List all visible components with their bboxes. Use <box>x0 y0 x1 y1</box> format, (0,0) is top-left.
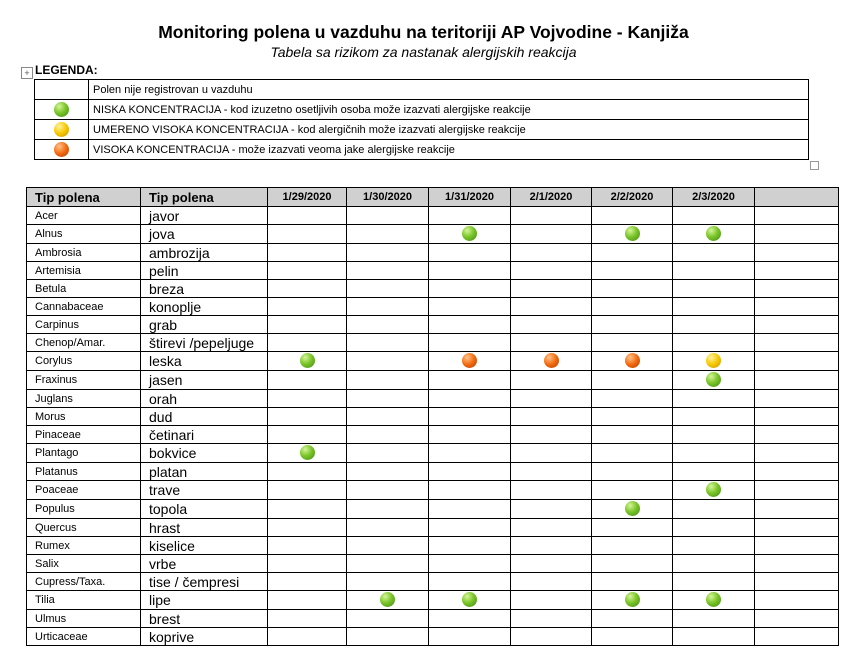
latin-name: Populus <box>27 500 141 519</box>
table-row <box>27 444 839 463</box>
level-cell <box>268 610 347 628</box>
level-cell <box>268 280 347 298</box>
local-name: javor <box>141 207 268 225</box>
level-cell <box>511 408 592 426</box>
level-cell <box>429 280 511 298</box>
level-cell <box>673 481 755 500</box>
level-cell <box>511 316 592 334</box>
green-dot-icon <box>706 592 721 607</box>
table-row <box>27 390 839 408</box>
level-cell <box>347 316 429 334</box>
legend-text: NISKA KONCENTRACIJA - kod izuzetno osetljivih osoba može izazvati alergijske reakcije <box>89 100 809 120</box>
local-name: pelin <box>141 262 268 280</box>
legend-symbol-cell <box>35 140 89 160</box>
level-cell <box>429 298 511 316</box>
level-cell <box>268 500 347 519</box>
level-cell <box>429 591 511 610</box>
level-cell <box>511 591 592 610</box>
level-cell <box>511 334 592 352</box>
latin-name: Rumex <box>27 537 141 555</box>
table-row <box>27 207 839 225</box>
level-cell <box>673 628 755 646</box>
local-name: četinari <box>141 426 268 444</box>
level-cell <box>429 610 511 628</box>
latin-name: Urticaceae <box>27 628 141 646</box>
level-cell <box>673 316 755 334</box>
level-cell <box>429 555 511 573</box>
legend-row <box>35 140 809 160</box>
level-cell <box>592 334 673 352</box>
level-cell <box>268 481 347 500</box>
local-name: jasen <box>141 371 268 390</box>
level-cell <box>755 225 839 244</box>
green-dot-icon <box>462 226 477 241</box>
level-cell <box>592 207 673 225</box>
level-cell <box>592 298 673 316</box>
header-empty <box>755 188 839 207</box>
level-cell <box>755 610 839 628</box>
level-cell <box>429 244 511 262</box>
level-cell <box>755 519 839 537</box>
table-row <box>27 573 839 591</box>
level-cell <box>347 390 429 408</box>
pollen-table <box>26 187 839 646</box>
level-cell <box>268 591 347 610</box>
page-title: Monitoring polena u vazduhu na teritoriji AP Vojvodine - Kanjiža <box>158 22 689 42</box>
level-cell <box>268 244 347 262</box>
local-name: grab <box>141 316 268 334</box>
latin-name: Plantago <box>27 444 141 463</box>
level-cell <box>511 225 592 244</box>
header-date: 2/1/2020 <box>511 188 592 207</box>
latin-name: Betula <box>27 280 141 298</box>
level-cell <box>511 481 592 500</box>
level-cell <box>592 280 673 298</box>
level-cell <box>347 519 429 537</box>
level-cell <box>268 207 347 225</box>
table-row <box>27 537 839 555</box>
level-cell <box>592 500 673 519</box>
level-cell <box>268 628 347 646</box>
header-date: 2/2/2020 <box>592 188 673 207</box>
level-cell <box>673 426 755 444</box>
level-cell <box>429 352 511 371</box>
level-cell <box>268 444 347 463</box>
level-cell <box>592 316 673 334</box>
level-cell <box>592 408 673 426</box>
level-cell <box>673 371 755 390</box>
latin-name: Platanus <box>27 463 141 481</box>
green-dot-icon <box>54 102 69 117</box>
local-name: dud <box>141 408 268 426</box>
latin-name: Chenop/Amar. <box>27 334 141 352</box>
level-cell <box>511 573 592 591</box>
yellow-dot-icon <box>54 122 69 137</box>
latin-name: Carpinus <box>27 316 141 334</box>
table-row <box>27 262 839 280</box>
header-latin: Tip polena <box>27 188 141 207</box>
level-cell <box>429 444 511 463</box>
legend-symbol-cell <box>35 80 89 100</box>
latin-name: Pinaceae <box>27 426 141 444</box>
local-name: konoplje <box>141 298 268 316</box>
level-cell <box>429 463 511 481</box>
level-cell <box>755 444 839 463</box>
local-name: trave <box>141 481 268 500</box>
local-name: tise / čempresi <box>141 573 268 591</box>
level-cell <box>755 408 839 426</box>
table-row <box>27 426 839 444</box>
table-move-handle-icon[interactable]: + <box>21 67 33 79</box>
level-cell <box>268 298 347 316</box>
level-cell <box>673 390 755 408</box>
level-cell <box>755 207 839 225</box>
level-cell <box>673 408 755 426</box>
green-dot-icon <box>706 372 721 387</box>
latin-name: Salix <box>27 555 141 573</box>
level-cell <box>755 280 839 298</box>
level-cell <box>755 573 839 591</box>
level-cell <box>755 500 839 519</box>
latin-name: Artemisia <box>27 262 141 280</box>
level-cell <box>511 610 592 628</box>
level-cell <box>429 573 511 591</box>
level-cell <box>592 591 673 610</box>
orange-dot-icon <box>462 353 477 368</box>
level-cell <box>347 334 429 352</box>
level-cell <box>592 244 673 262</box>
table-row <box>27 628 839 646</box>
level-cell <box>755 555 839 573</box>
level-cell <box>673 244 755 262</box>
green-dot-icon <box>300 353 315 368</box>
level-cell <box>347 444 429 463</box>
green-dot-icon <box>300 445 315 460</box>
table-header-row <box>27 188 839 207</box>
orange-dot-icon <box>544 353 559 368</box>
level-cell <box>268 426 347 444</box>
level-cell <box>755 262 839 280</box>
level-cell <box>673 591 755 610</box>
level-cell <box>429 628 511 646</box>
level-cell <box>268 334 347 352</box>
latin-name: Poaceae <box>27 481 141 500</box>
table-row <box>27 280 839 298</box>
table-row <box>27 463 839 481</box>
local-name: topola <box>141 500 268 519</box>
green-dot-icon <box>625 226 640 241</box>
level-cell <box>755 390 839 408</box>
header-date: 1/29/2020 <box>268 188 347 207</box>
level-cell <box>347 225 429 244</box>
legend-table <box>34 79 809 160</box>
legend-text: VISOKA KONCENTRACIJA - može izazvati veoma jake alergijske reakcije <box>89 140 809 160</box>
level-cell <box>511 463 592 481</box>
level-cell <box>755 371 839 390</box>
legend-symbol-cell <box>35 100 89 120</box>
level-cell <box>511 280 592 298</box>
table-row <box>27 481 839 500</box>
latin-name: Alnus <box>27 225 141 244</box>
level-cell <box>268 262 347 280</box>
level-cell <box>755 591 839 610</box>
level-cell <box>347 280 429 298</box>
level-cell <box>673 610 755 628</box>
level-cell <box>268 408 347 426</box>
level-cell <box>347 298 429 316</box>
local-name: vrbe <box>141 555 268 573</box>
level-cell <box>429 316 511 334</box>
level-cell <box>592 463 673 481</box>
legend-row <box>35 120 809 140</box>
header-date: 1/30/2020 <box>347 188 429 207</box>
table-resize-handle-icon[interactable] <box>810 161 819 170</box>
level-cell <box>268 225 347 244</box>
level-cell <box>755 481 839 500</box>
level-cell <box>347 408 429 426</box>
latin-name: Juglans <box>27 390 141 408</box>
level-cell <box>268 519 347 537</box>
level-cell <box>673 573 755 591</box>
level-cell <box>673 352 755 371</box>
level-cell <box>347 537 429 555</box>
local-name: brest <box>141 610 268 628</box>
level-cell <box>673 463 755 481</box>
level-cell <box>673 334 755 352</box>
green-dot-icon <box>706 226 721 241</box>
green-dot-icon <box>625 592 640 607</box>
level-cell <box>347 555 429 573</box>
level-cell <box>592 610 673 628</box>
level-cell <box>347 500 429 519</box>
local-name: lipe <box>141 591 268 610</box>
orange-dot-icon <box>625 353 640 368</box>
latin-name: Corylus <box>27 352 141 371</box>
level-cell <box>673 207 755 225</box>
level-cell <box>592 481 673 500</box>
level-cell <box>347 463 429 481</box>
level-cell <box>268 537 347 555</box>
orange-dot-icon <box>54 142 69 157</box>
latin-name: Morus <box>27 408 141 426</box>
level-cell <box>592 519 673 537</box>
level-cell <box>673 555 755 573</box>
level-cell <box>429 408 511 426</box>
local-name: ambrozija <box>141 244 268 262</box>
level-cell <box>268 555 347 573</box>
local-name: štirevi /pepeljuge <box>141 334 268 352</box>
level-cell <box>755 298 839 316</box>
latin-name: Ulmus <box>27 610 141 628</box>
level-cell <box>347 573 429 591</box>
local-name: bokvice <box>141 444 268 463</box>
level-cell <box>268 573 347 591</box>
latin-name: Acer <box>27 207 141 225</box>
level-cell <box>511 244 592 262</box>
level-cell <box>511 426 592 444</box>
latin-name: Quercus <box>27 519 141 537</box>
local-name: koprive <box>141 628 268 646</box>
table-row <box>27 500 839 519</box>
table-row <box>27 371 839 390</box>
legend-row <box>35 80 809 100</box>
level-cell <box>429 262 511 280</box>
level-cell <box>592 537 673 555</box>
level-cell <box>347 481 429 500</box>
legend-row <box>35 100 809 120</box>
level-cell <box>347 207 429 225</box>
green-dot-icon <box>625 501 640 516</box>
header-date: 2/3/2020 <box>673 188 755 207</box>
level-cell <box>429 426 511 444</box>
table-row <box>27 225 839 244</box>
level-cell <box>347 591 429 610</box>
level-cell <box>511 298 592 316</box>
level-cell <box>592 573 673 591</box>
level-cell <box>592 225 673 244</box>
table-row <box>27 408 839 426</box>
level-cell <box>268 371 347 390</box>
level-cell <box>268 390 347 408</box>
level-cell <box>347 610 429 628</box>
level-cell <box>592 426 673 444</box>
level-cell <box>673 225 755 244</box>
level-cell <box>673 298 755 316</box>
level-cell <box>592 555 673 573</box>
latin-name: Cannabaceae <box>27 298 141 316</box>
level-cell <box>347 352 429 371</box>
table-row <box>27 555 839 573</box>
level-cell <box>268 463 347 481</box>
green-dot-icon <box>462 592 477 607</box>
latin-name: Ambrosia <box>27 244 141 262</box>
level-cell <box>592 390 673 408</box>
latin-name: Fraxinus <box>27 371 141 390</box>
legend-text: Polen nije registrovan u vazduhu <box>89 80 809 100</box>
level-cell <box>755 463 839 481</box>
level-cell <box>268 316 347 334</box>
table-row <box>27 298 839 316</box>
green-dot-icon <box>380 592 395 607</box>
local-name: jova <box>141 225 268 244</box>
latin-name: Tilia <box>27 591 141 610</box>
level-cell <box>347 262 429 280</box>
level-cell <box>592 262 673 280</box>
level-cell <box>511 444 592 463</box>
local-name: hrast <box>141 519 268 537</box>
level-cell <box>429 390 511 408</box>
level-cell <box>673 537 755 555</box>
level-cell <box>673 280 755 298</box>
legend-heading: LEGENDA: <box>35 63 98 77</box>
header-local: Tip polena <box>141 188 268 207</box>
table-row <box>27 334 839 352</box>
level-cell <box>511 537 592 555</box>
level-cell <box>755 537 839 555</box>
level-cell <box>673 500 755 519</box>
level-cell <box>755 244 839 262</box>
level-cell <box>347 371 429 390</box>
local-name: kiselice <box>141 537 268 555</box>
level-cell <box>511 207 592 225</box>
level-cell <box>511 628 592 646</box>
table-row <box>27 244 839 262</box>
level-cell <box>429 225 511 244</box>
latin-name: Cupress/Taxa. <box>27 573 141 591</box>
level-cell <box>755 316 839 334</box>
level-cell <box>592 352 673 371</box>
green-dot-icon <box>706 482 721 497</box>
page-subtitle: Tabela sa rizikom za nastanak alergijskih reakcija <box>270 44 577 60</box>
local-name: orah <box>141 390 268 408</box>
level-cell <box>755 426 839 444</box>
level-cell <box>755 628 839 646</box>
level-cell <box>511 519 592 537</box>
legend-text: UMERENO VISOKA KONCENTRACIJA - kod alergičnih može izazvati alergijske reakcije <box>89 120 809 140</box>
level-cell <box>511 371 592 390</box>
level-cell <box>511 555 592 573</box>
level-cell <box>755 334 839 352</box>
legend-symbol-cell <box>35 120 89 140</box>
level-cell <box>511 500 592 519</box>
level-cell <box>511 390 592 408</box>
yellow-dot-icon <box>706 353 721 368</box>
level-cell <box>755 352 839 371</box>
table-row <box>27 316 839 334</box>
level-cell <box>592 628 673 646</box>
level-cell <box>347 426 429 444</box>
table-row <box>27 352 839 371</box>
local-name: breza <box>141 280 268 298</box>
table-body <box>27 207 839 646</box>
level-cell <box>429 537 511 555</box>
level-cell <box>429 481 511 500</box>
level-cell <box>429 207 511 225</box>
level-cell <box>429 519 511 537</box>
local-name: platan <box>141 463 268 481</box>
table-row <box>27 519 839 537</box>
level-cell <box>347 628 429 646</box>
level-cell <box>268 352 347 371</box>
table-row <box>27 610 839 628</box>
level-cell <box>592 444 673 463</box>
level-cell <box>592 371 673 390</box>
level-cell <box>429 334 511 352</box>
table-row <box>27 591 839 610</box>
level-cell <box>429 371 511 390</box>
level-cell <box>673 262 755 280</box>
level-cell <box>347 244 429 262</box>
level-cell <box>511 352 592 371</box>
local-name: leska <box>141 352 268 371</box>
level-cell <box>673 444 755 463</box>
level-cell <box>429 500 511 519</box>
level-cell <box>511 262 592 280</box>
header-date: 1/31/2020 <box>429 188 511 207</box>
level-cell <box>673 519 755 537</box>
